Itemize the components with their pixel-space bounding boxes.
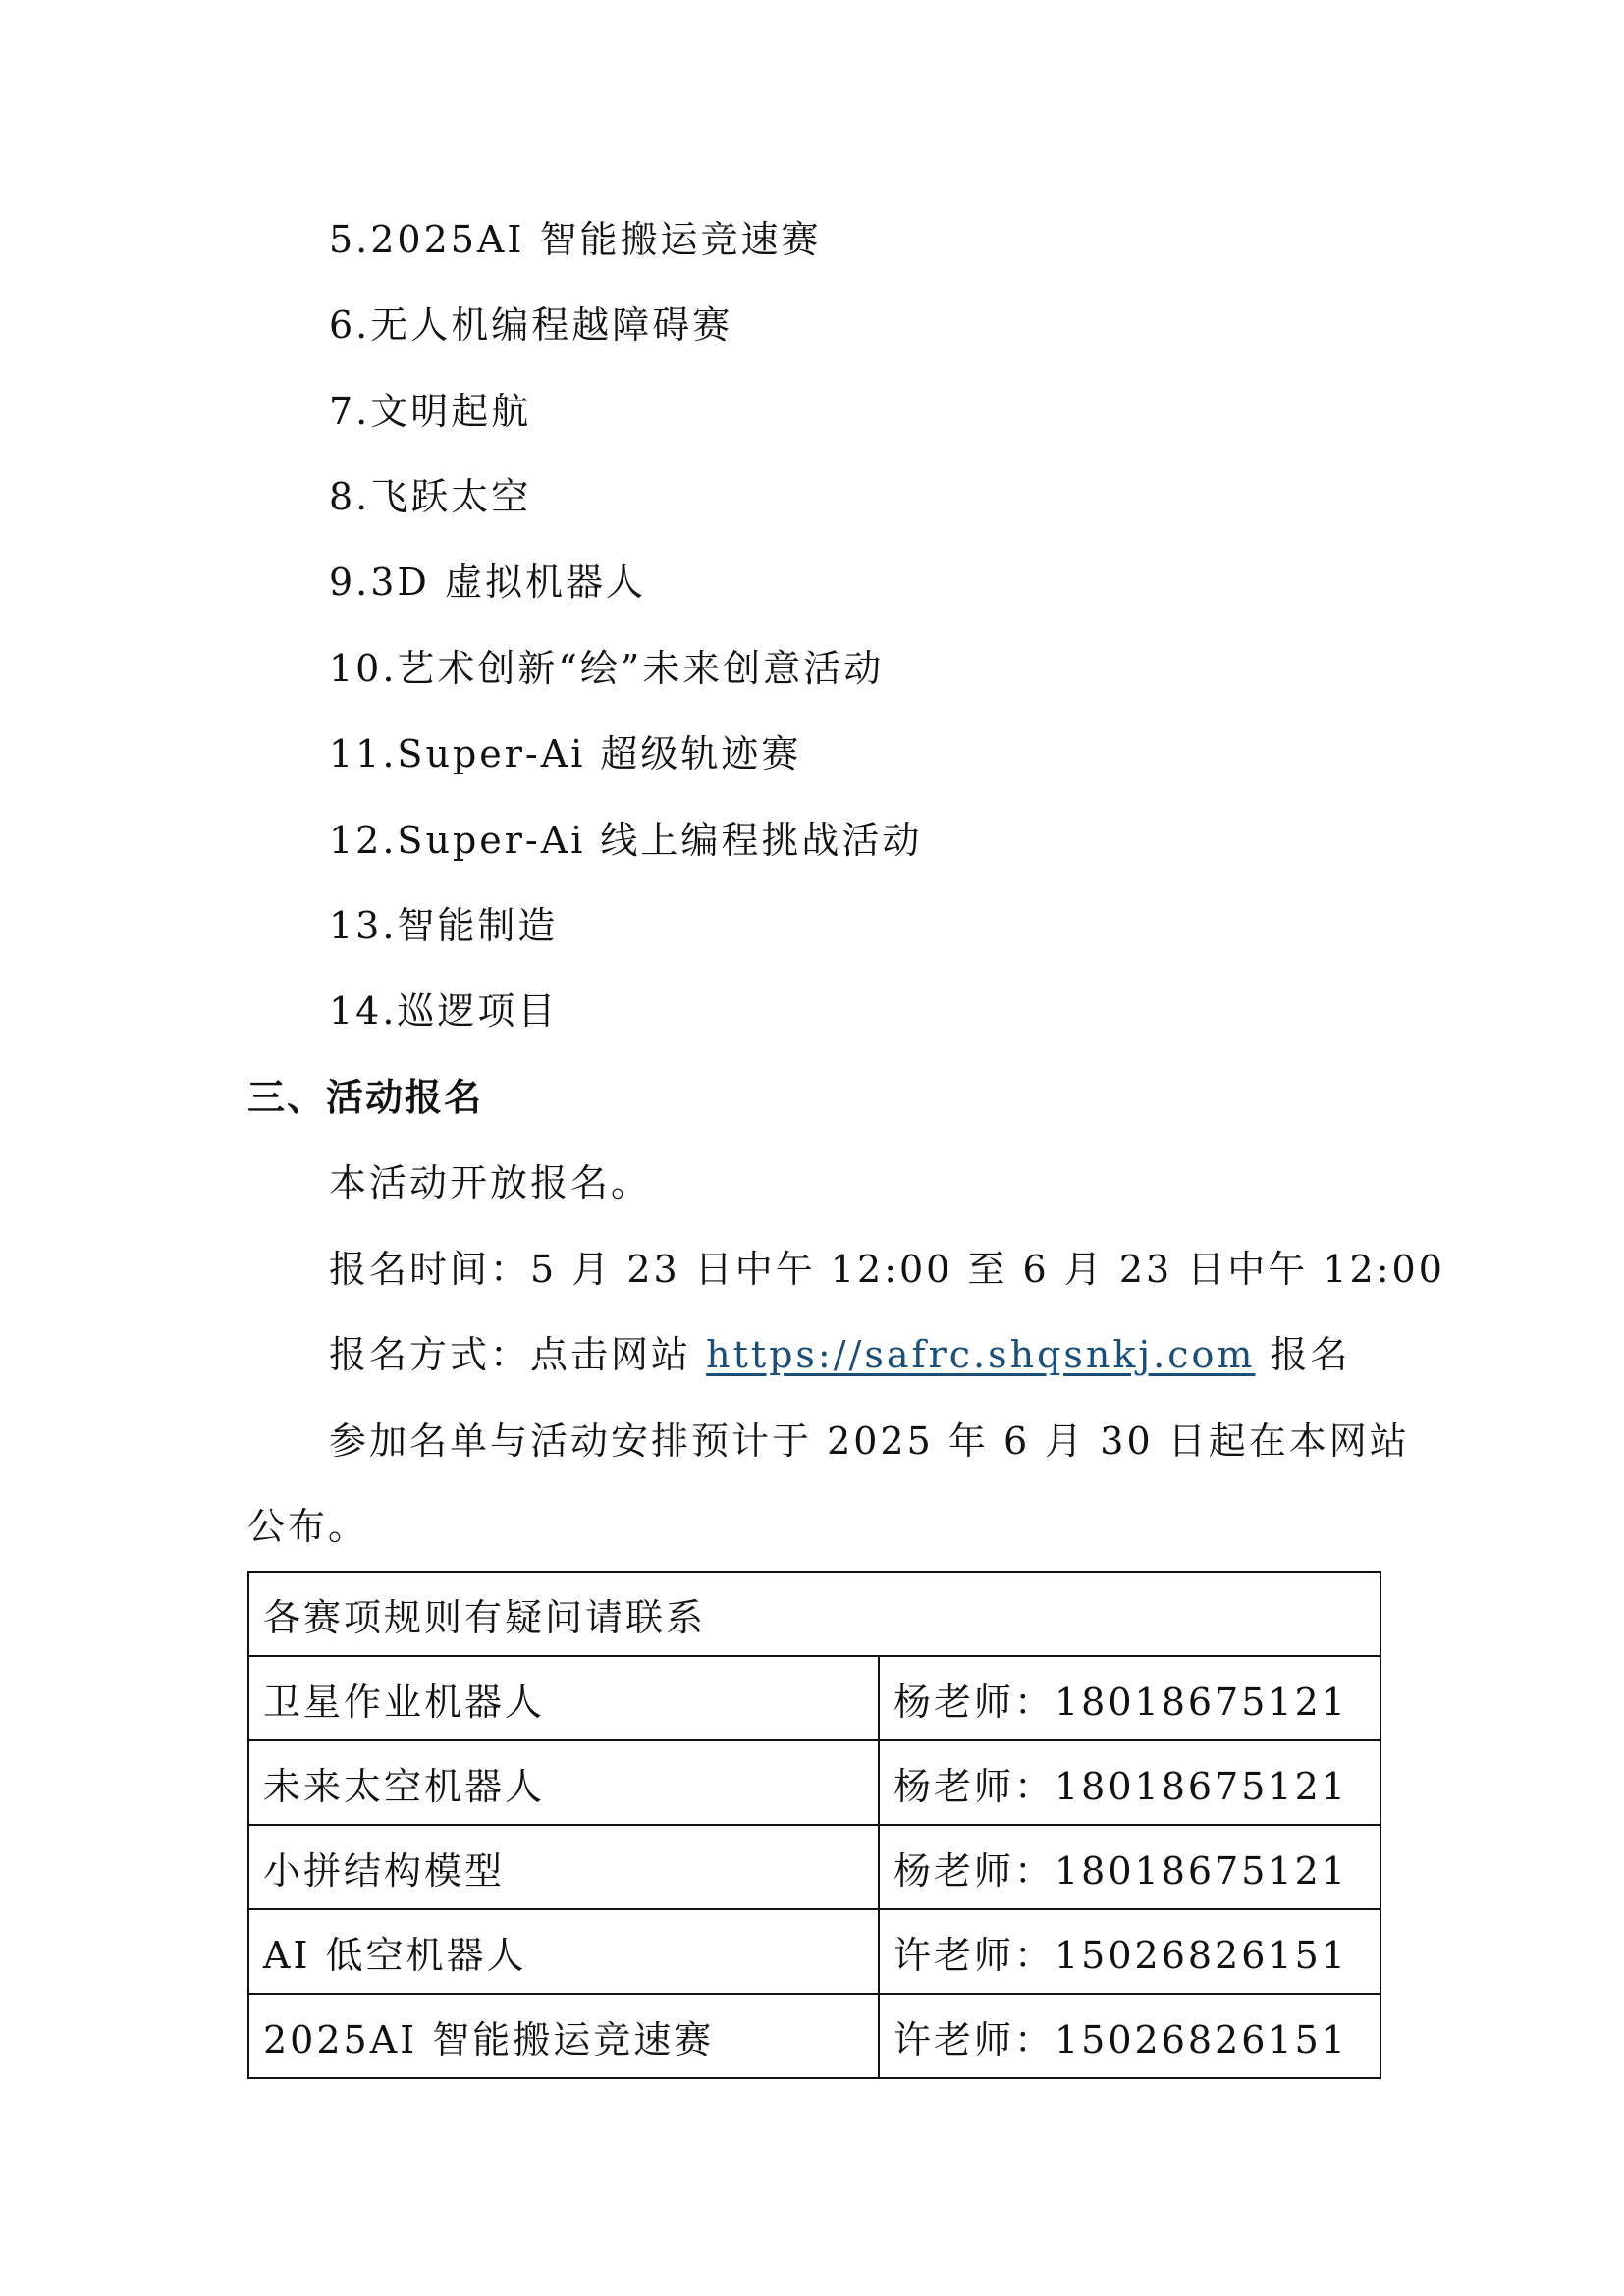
registration-time-text: 报名时间：5 月 23 日中午 12:00 至 6 月 23 日中午 12:00 <box>329 1248 1445 1291</box>
table-row <box>248 1909 1380 1994</box>
list-item: 5.2025AI 智能搬运竞速赛 <box>329 218 822 261</box>
contact-cell: 杨老师：18018675121 <box>879 1740 1380 1825</box>
method-suffix: 报名 <box>1255 1333 1351 1376</box>
table-header-cell: 各赛项规则有疑问请联系 <box>248 1572 1380 1656</box>
method-prefix: 报名方式：点击网站 <box>329 1333 707 1376</box>
list-item: 12.Super-Ai 线上编程挑战活动 <box>329 819 923 862</box>
event-cell: 2025AI 智能搬运竞速赛 <box>248 1994 879 2078</box>
list-item: 9.3D 虚拟机器人 <box>329 561 646 604</box>
contact-cell: 许老师：15026826151 <box>879 1909 1380 1994</box>
list-item: 8.飞跃太空 <box>329 475 532 518</box>
list-item: 7.文明起航 <box>329 390 532 433</box>
table-row <box>248 1656 1380 1740</box>
event-cell: 未来太空机器人 <box>248 1740 879 1825</box>
list-item: 11.Super-Ai 超级轨迹赛 <box>329 732 802 775</box>
registration-method-text <box>329 1329 1351 1380</box>
registration-link[interactable]: https://safrc.shqsnkj.com <box>706 1333 1256 1376</box>
event-cell: 小拼结构模型 <box>248 1825 879 1909</box>
section-heading: 三、活动报名 <box>247 1076 484 1119</box>
event-cell: 卫星作业机器人 <box>248 1656 879 1740</box>
contact-cell: 杨老师：18018675121 <box>879 1825 1380 1909</box>
list-item: 10.艺术创新“绘”未来创意活动 <box>329 647 885 690</box>
publish-notice-line-1: 参加名单与活动安排预计于 2025 年 6 月 30 日起在本网站 <box>329 1419 1410 1463</box>
contact-cell: 杨老师：18018675121 <box>879 1656 1380 1740</box>
event-cell: AI 低空机器人 <box>248 1909 879 1994</box>
list-item: 13.智能制造 <box>329 904 559 947</box>
list-item: 14.巡逻项目 <box>329 989 559 1033</box>
list-item: 6.无人机编程越障碍赛 <box>329 303 733 347</box>
contacts-table <box>247 1571 1381 2079</box>
table-row <box>248 1740 1380 1825</box>
table-row <box>248 1994 1380 2078</box>
table-row <box>248 1825 1380 1909</box>
publish-notice-line-2: 公布。 <box>247 1505 369 1548</box>
table-header-row <box>248 1572 1380 1656</box>
contact-cell: 许老师：15026826151 <box>879 1994 1380 2078</box>
registration-open-text: 本活动开放报名。 <box>329 1161 652 1204</box>
